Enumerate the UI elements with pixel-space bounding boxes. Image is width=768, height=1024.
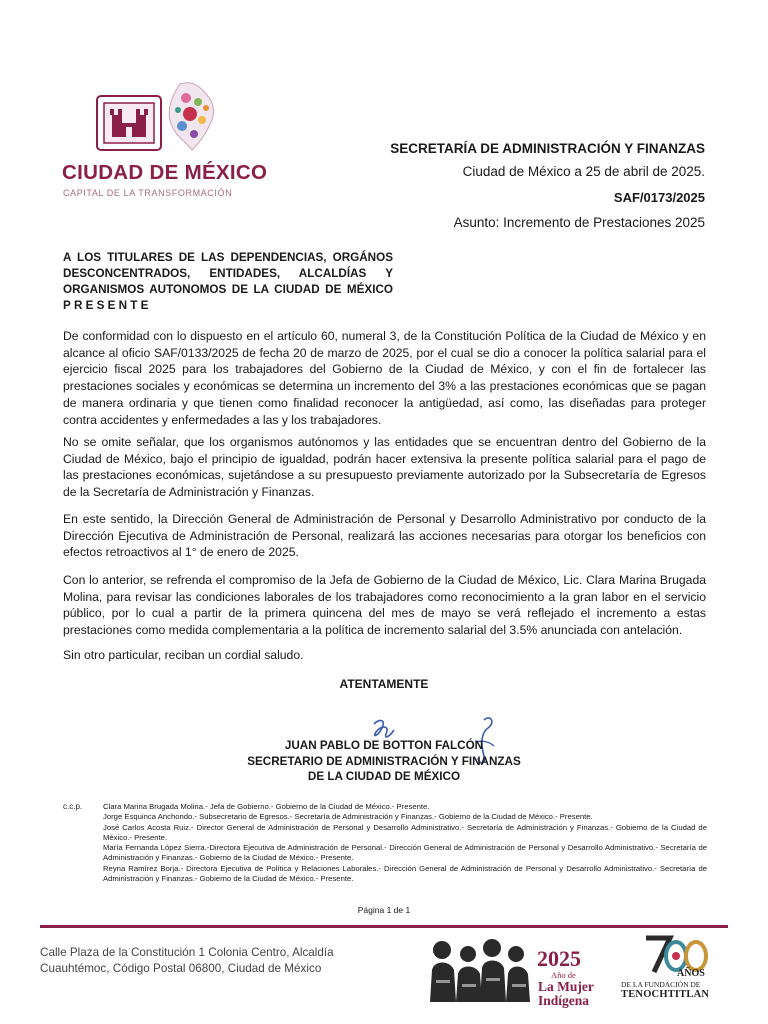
closing: ATENTAMENTE	[339, 677, 429, 691]
body-paragraph: De conformidad con lo dispuesto en el artículo 60, numeral 3, de la Constitución Política de la Ciudad de México y en alcance al oficio SAF/0133/2025 de fecha 20 de marzo de 2025, por el cual se dio a conocer la política salarial para el ejercicio fiscal 2025 para los trabajadores del Gobierno de la Ciudad de México, y con el fin de fortalecer las prestaciones sociales y económicas se determina un incremento del 3% a las prestaciones económicas que se pagan de manera ordinaria y que tienen como finalidad reconocer la antigüedad, así como, las diseñadas para proteger contra accidentes y enfermedades a las y los trabajadores.	[63, 329, 706, 427]
ccp-label: c.c.p.	[63, 802, 83, 811]
addressee-line: A LOS TITULARES DE LAS DEPENDENCIAS, ORGÁNOS	[63, 251, 393, 264]
page-number: Página 1 de 1	[357, 905, 411, 915]
ccp-entry: Jorge Esquinca Anchondo.- Subsecretario de Egresos.- Secretaría de Administración y Finanzas.- Gobierno de la Ciudad de México.- Presente.	[103, 812, 593, 822]
addressee-block	[63, 250, 393, 314]
body-paragraph: No se omite señalar, que los organismos autónomos y las entidades que se encuentran dentro del Gobierno de la Ciudad de México, bajo el principio de igualdad, podrán hacer extensiva la presente política salarial para el pago de las prestaciones económicas, sujetándose a su presupuesto previamente autorizado por la Subsecretaría de Egresos de la Secretaría de Administración y Finanzas.	[63, 435, 706, 500]
signature-block	[0, 738, 768, 785]
body-paragraph: Con lo anterior, se refrenda el compromiso de la Jefa de Gobierno de la Ciudad de México, Lic. Clara Marina Brugada Molina, para revisar las condiciones laborales de los trabajadores como reconocimiento a la gran labor en el servicio público, por lo cual a partir de la primera quincena del mes de mayo se verá reflejado el incremento a estas prestaciones como medida complementaria a la política de incremento salarial del 3.5% anunciada con antelación.	[63, 573, 706, 638]
logo-2025-line3: Indígena	[538, 993, 590, 1008]
logo-700-line1: DE LA FUNDACIÓN DE	[621, 980, 701, 989]
logo-subtitle: CAPITAL DE LA TRANSFORMACIÓN	[63, 188, 233, 198]
signatory-title: SECRETARIO DE ADMINISTRACIÓN Y FINANZAS	[247, 754, 521, 768]
footer-divider	[40, 925, 728, 928]
logo-700-line2: TENOCHTITLAN	[621, 989, 710, 1000]
subject-line: Asunto: Incremento de Prestaciones 2025	[453, 215, 705, 230]
addressee-line: ORGANISMOS AUTONOMOS DE LA CIUDAD DE MÉXICO	[63, 283, 393, 296]
logo-title: CIUDAD DE MÉXICO	[62, 161, 268, 184]
logo-2025-year: 2025	[537, 946, 581, 971]
logo-2025-text	[538, 980, 594, 1008]
logo-2025-line2: La Mujer	[538, 979, 594, 994]
reference-number: SAF/0173/2025	[613, 190, 705, 205]
indigenous-women-illustration	[428, 930, 532, 1002]
logo-2025-line1: Año de	[551, 970, 576, 980]
ccp-entry: Clara Marina Brugada Molina.- Jefa de Gobierno.- Gobierno de la Ciudad de México.- Presente.	[103, 802, 430, 811]
logo-700-anos: AÑOS	[677, 968, 705, 979]
signatory-name: JUAN PABLO DE BOTTON FALCÓN	[284, 739, 484, 752]
ccp-list	[103, 802, 707, 884]
cdmx-map-ornament	[166, 80, 218, 152]
department-heading: SECRETARÍA DE ADMINISTRACIÓN Y FINANZAS	[390, 141, 705, 156]
body-paragraph: En este sentido, la Dirección General de Administración de Personal y Desarrollo Administrativo por conducto de la Dirección Ejecutiva de Administración de Personal, realizará las acciones necesarias para otorgar los beneficios con efectos retroactivos al 1° de enero de 2025.	[63, 512, 706, 560]
signatory-entity: DE LA CIUDAD DE MÉXICO	[307, 770, 461, 783]
ccp-entry: José Carlos Acosta Ruiz.- Director General de Administración de Personal y Desarrollo Administrativo.- Secretaría de Administración y Finanzas.- Gobierno de la Ciudad de México.- Presente.	[103, 822, 707, 842]
body-paragraph: Sin otro particular, reciban un cordial saludo.	[63, 648, 304, 662]
footer-address: Calle Plaza de la Constitución 1 Colonia Centro, Alcaldía Cuauhtémoc, Código Postal 06800, Ciudad de México	[40, 946, 334, 975]
date-line: Ciudad de México a 25 de abril de 2025.	[462, 164, 705, 179]
cdmx-shield-logo	[96, 95, 162, 151]
addressee-line: DESCONCENTRADOS, ENTIDADES, ALCALDÍAS Y	[63, 267, 393, 280]
ccp-entry: Reyna Ramírez Borja.- Directora Ejecutiva de Política y Relaciones Laborales.- Dirección General de Administración de Personal y Desarrollo Administrativo.- Secretaría de Administración y Finanzas.- Gobierno de la Ciudad de México.- Presente.	[103, 863, 707, 884]
addressee-presente: PRESENTE	[63, 299, 152, 312]
ccp-entry: María Fernanda López Sierra.-Directora Ejecutiva de Administración de Personal.- Dirección General de Administración de Personal y Desarrollo Administrativo.- Secretaría de Administración y Finanzas.- Gobierno de la Ciudad de México.- Presente.	[103, 843, 707, 863]
